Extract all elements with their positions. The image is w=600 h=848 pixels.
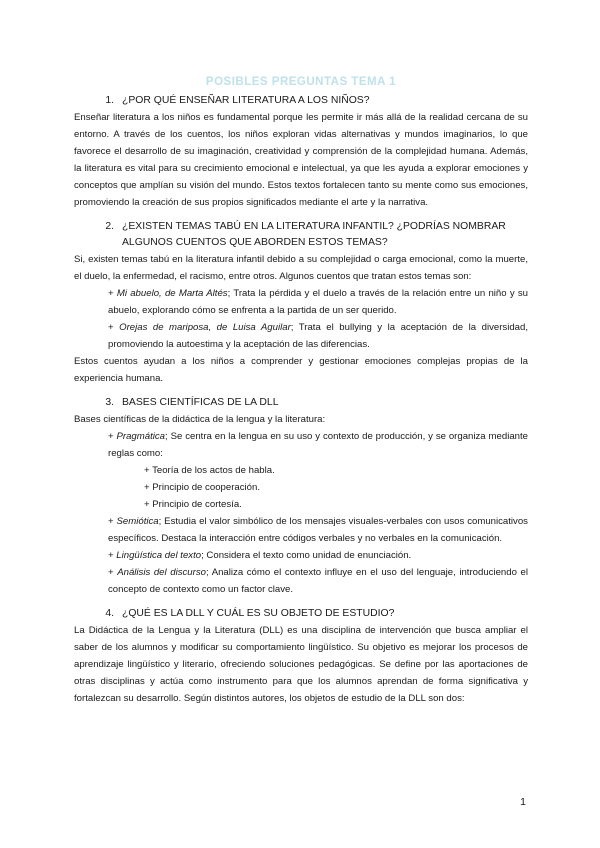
section-heading (74, 93, 528, 109)
term: Lingüística del texto (116, 550, 202, 561)
paragraph: Bases científicas de la didáctica de la lengua y la literatura: (74, 414, 326, 425)
list-item: + Pragmática; Se centra en la lengua en su uso y contexto de producción, y se organiza mediante reglas como: (108, 431, 528, 459)
section-heading-text: ¿EXISTEN TEMAS TABÚ EN LA LITERATURA INFANTIL? ¿PODRÍAS NOMBRAR ALGUNOS CUENTOS QUE ABORDEN ESTOS TEMAS? (122, 221, 506, 248)
list-item: + Mi abuelo, de Marta Altés; Trata la pérdida y el duelo a través de la relación entre un niño y su abuelo, explorando cómo se enfrenta a la partida de un ser querido. (108, 288, 528, 316)
section-heading (74, 606, 528, 622)
sub-list-item: + Principio de cortesía. (144, 499, 242, 510)
paragraph: Enseñar literatura a los niños es fundamental porque les permite ir más allá de la realidad cercana de su entorno. A través de los cuentos, los niños exploran vidas alternativas y mundos imaginarios, lo que favorece el desarrollo de su imaginación, creatividad y comprensión de la complejidad humana. Además, la literatura es vital para su crecimiento emocional e intelectual, ya que les ayuda a explorar emociones y conceptos que amplían su visión del mundo. Estos textos fortalecen tanto su mente como sus emociones, promoviendo la creación de sus propios significados mediante el arte y la narrativa. (74, 112, 528, 208)
section-number: 1. (105, 95, 114, 106)
section-heading-text: BASES CIENTÍFICAS DE LA DLL (122, 397, 279, 408)
list-item: + Análisis del discurso; Analiza cómo el contexto influye en el uso del lenguaje, introduciendo el concepto de contexto como un factor clave. (108, 567, 528, 595)
term: Pragmática (116, 431, 166, 442)
sub-list-item: + Principio de cooperación. (144, 482, 260, 493)
section-number: 4. (105, 608, 114, 619)
section-heading-text: ¿POR QUÉ ENSEÑAR LITERATURA A LOS NIÑOS? (122, 95, 370, 106)
document-title: POSIBLES PREGUNTAS TEMA 1 (205, 76, 397, 88)
book-title: Orejas de mariposa, de Luisa Aguilar (119, 322, 291, 333)
section-heading (74, 219, 528, 251)
paragraph: Estos cuentos ayudan a los niños a comprender y gestionar emociones complejas propias de la experiencia humana. (74, 356, 528, 384)
page-content (74, 74, 528, 707)
term: Análisis del discurso (117, 567, 206, 578)
paragraph: La Didáctica de la Lengua y la Literatura (DLL) es una disciplina de intervención que busca ampliar el saber de los alumnos y modificar su comportamiento lingüístico. Su objetivo es mejorar los procesos de aprendizaje lingüístico y literario, ofreciendo soluciones pedagógicas. Se define por las aportaciones de otras disciplinas y actúa como instrumento para que los alumnos aprendan de forma significativa y fortalezcan su desarrollo. Según distintos autores, los objetos de estudio de la DLL son dos: (74, 625, 528, 704)
section-heading (74, 395, 528, 411)
list-item: + Semiótica; Estudia el valor simbólico de los mensajes visuales-verbales con usos comunicativos específicos. Destaca la interacción entre códigos verbales y no verbales en la comunicación. (108, 516, 528, 544)
book-title: Mi abuelo, de Marta Altés (116, 288, 228, 299)
term: Semiótica (116, 516, 159, 527)
page-number: 1 (520, 796, 526, 808)
paragraph: Si, existen temas tabú en la literatura infantil debido a su complejidad o carga emocional, como la muerte, el duelo, la enfermedad, el racismo, entre otros. Algunos cuentos que tratan estos temas son: (74, 254, 528, 282)
list-item: + Lingüística del texto; Considera el texto como unidad de enunciación. (108, 550, 412, 561)
section-heading-text: ¿QUÉ ES LA DLL Y CUÁL ES SU OBJETO DE ESTUDIO? (122, 608, 395, 619)
section-number: 2. (105, 221, 114, 232)
sub-list-item: + Teoría de los actos de habla. (144, 465, 275, 476)
list-item: + Orejas de mariposa, de Luisa Aguilar; Trata el bullying y la aceptación de la diversidad, promoviendo la autoestima y la aceptación de las diferencias. (108, 322, 528, 350)
section-number: 3. (105, 397, 114, 408)
